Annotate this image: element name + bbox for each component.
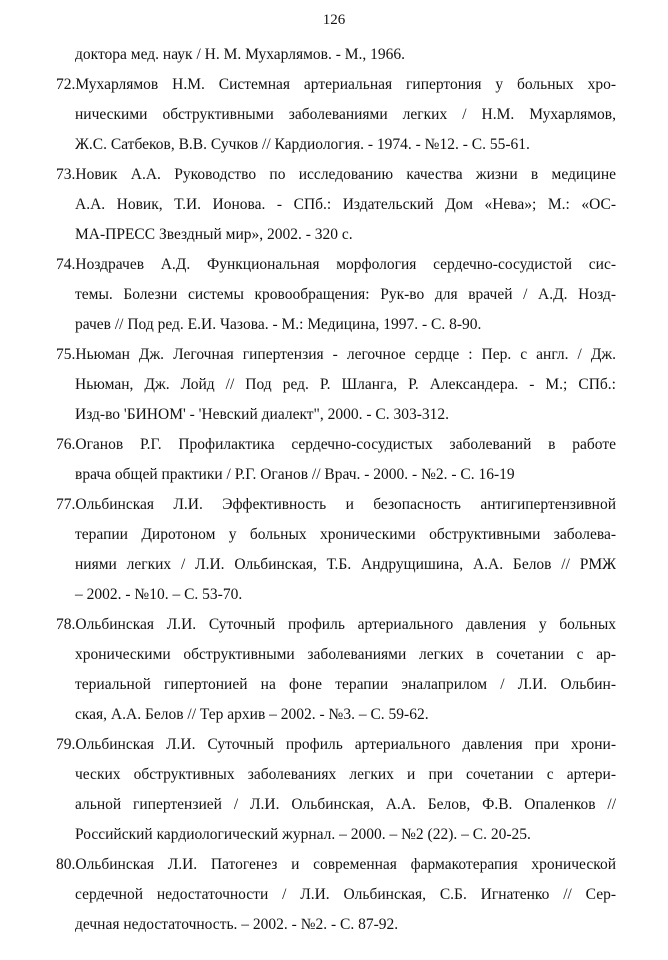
reference-entry (56, 730, 616, 850)
reference-line: ниями легких / Л.И. Ольбинская, Т.Б. Андрущишина, А.А. Белов // РМЖ (75, 556, 616, 573)
reference-text: Новик А.А. Руководство по исследованию качества жизни в медицине (75, 166, 616, 183)
reference-line: Изд-во 'БИНОМ' - 'Невский диалект", 2000. - С. 303-312. (75, 406, 450, 423)
reference-line: дечная недостаточность. – 2002. - №2. - С. 87-92. (75, 916, 399, 933)
reference-continuation: доктора мед. наук / Н. М. Мухарлямов. - М., 1966. (75, 46, 406, 63)
reference-text: Ньюман Дж. Легочная гипертензия - легочное сердце : Пер. с англ. / Дж. (75, 346, 616, 363)
reference-line: терапии Диротоном у больных хроническими обструктивными заболева- (75, 526, 616, 543)
reference-line: Российский кардиологический журнал. – 2000. – №2 (22). – С. 20-25. (75, 826, 531, 843)
reference-line: альной гипертензией / Л.И. Ольбинская, А.А. Белов, Ф.В. Опаленков // (75, 796, 616, 813)
reference-line: врача общей практики / Р.Г. Оганов // Врач. - 2000. - №2. - С. 16-19 (75, 466, 515, 483)
reference-entry (56, 610, 616, 730)
reference-first-line (56, 250, 616, 280)
reference-list (56, 40, 616, 940)
reference-entry (56, 160, 616, 250)
reference-text: Ольбинская Л.И. Суточный профиль артериального давления у больных (75, 616, 616, 633)
reference-number: 78. (56, 616, 76, 633)
reference-number: 73. (56, 166, 76, 183)
reference-number: 79. (56, 736, 76, 753)
reference-text: Мухарлямов Н.М. Системная артериальная гипертония у больных хро- (75, 76, 616, 93)
reference-text: Ольбинская Л.И. Патогенез и современная фармакотерапия хронической (75, 856, 616, 873)
reference-line: темы. Болезни системы кровообращения: Рук-во для врачей / А.Д. Нозд- (75, 286, 616, 303)
reference-text: Ноздрачев А.Д. Функциональная морфология сердечно-сосудистой сис- (75, 256, 616, 273)
reference-first-line (56, 490, 616, 520)
reference-text: Оганов Р.Г. Профилактика сердечно-сосудистых заболеваний в работе (75, 436, 616, 453)
reference-entry (56, 850, 616, 940)
reference-line: ская, А.А. Белов // Тер архив – 2002. - №3. – С. 59-62. (75, 706, 429, 723)
reference-line: МА-ПРЕСС Звездный мир», 2002. - 320 с. (75, 226, 353, 243)
reference-entry (56, 250, 616, 340)
reference-first-line (56, 340, 616, 370)
reference-line: сердечной недостаточности / Л.И. Ольбинская, С.Б. Игнатенко // Сер- (75, 886, 616, 903)
reference-number: 80. (56, 856, 76, 873)
reference-text: Ольбинская Л.И. Суточный профиль артериального давления при хрони- (75, 736, 616, 753)
reference-first-line (56, 160, 616, 190)
reference-line: Ж.С. Сатбеков, В.В. Сучков // Кардиология. - 1974. - №12. - С. 55-61. (75, 136, 530, 153)
reference-text: Ольбинская Л.И. Эффективность и безопасность антигипертензивной (75, 496, 616, 513)
reference-line: териальной гипертонией на фоне терапии эналаприлом / Л.И. Ольбин- (75, 676, 616, 693)
reference-first-line (56, 850, 616, 880)
reference-number: 74. (56, 256, 76, 273)
reference-first-line (56, 610, 616, 640)
reference-number: 75. (56, 346, 76, 363)
reference-entry (56, 490, 616, 610)
reference-line: ническими обструктивными заболеваниями легких / Н.М. Мухарлямов, (75, 106, 616, 123)
reference-entries (56, 70, 616, 940)
reference-entry (56, 340, 616, 430)
reference-line: А.А. Новик, Т.И. Ионова. - СПб.: Издательский Дом «Нева»; М.: «ОС- (75, 196, 616, 213)
reference-line: рачев // Под ред. Е.И. Чазова. - М.: Медицина, 1997. - С. 8-90. (75, 316, 482, 333)
reference-line: Ньюман, Дж. Лойд // Под ред. Р. Шланга, Р. Александера. - М.; СПб.: (75, 376, 616, 393)
reference-line: хроническими обструктивными заболеваниями легких в сочетании с ар- (75, 646, 616, 663)
reference-line: ческих обструктивных заболеваниях легких и при сочетании с артери- (75, 766, 616, 783)
reference-line: – 2002. - №10. – С. 53-70. (75, 586, 243, 603)
reference-first-line (56, 730, 616, 760)
reference-entry (56, 430, 616, 490)
page-number: 126 (322, 12, 346, 28)
reference-entry (56, 70, 616, 160)
reference-first-line (56, 430, 616, 460)
reference-number: 77. (56, 496, 76, 513)
reference-first-line (56, 70, 616, 100)
reference-number: 72. (56, 76, 76, 93)
reference-number: 76. (56, 436, 76, 453)
